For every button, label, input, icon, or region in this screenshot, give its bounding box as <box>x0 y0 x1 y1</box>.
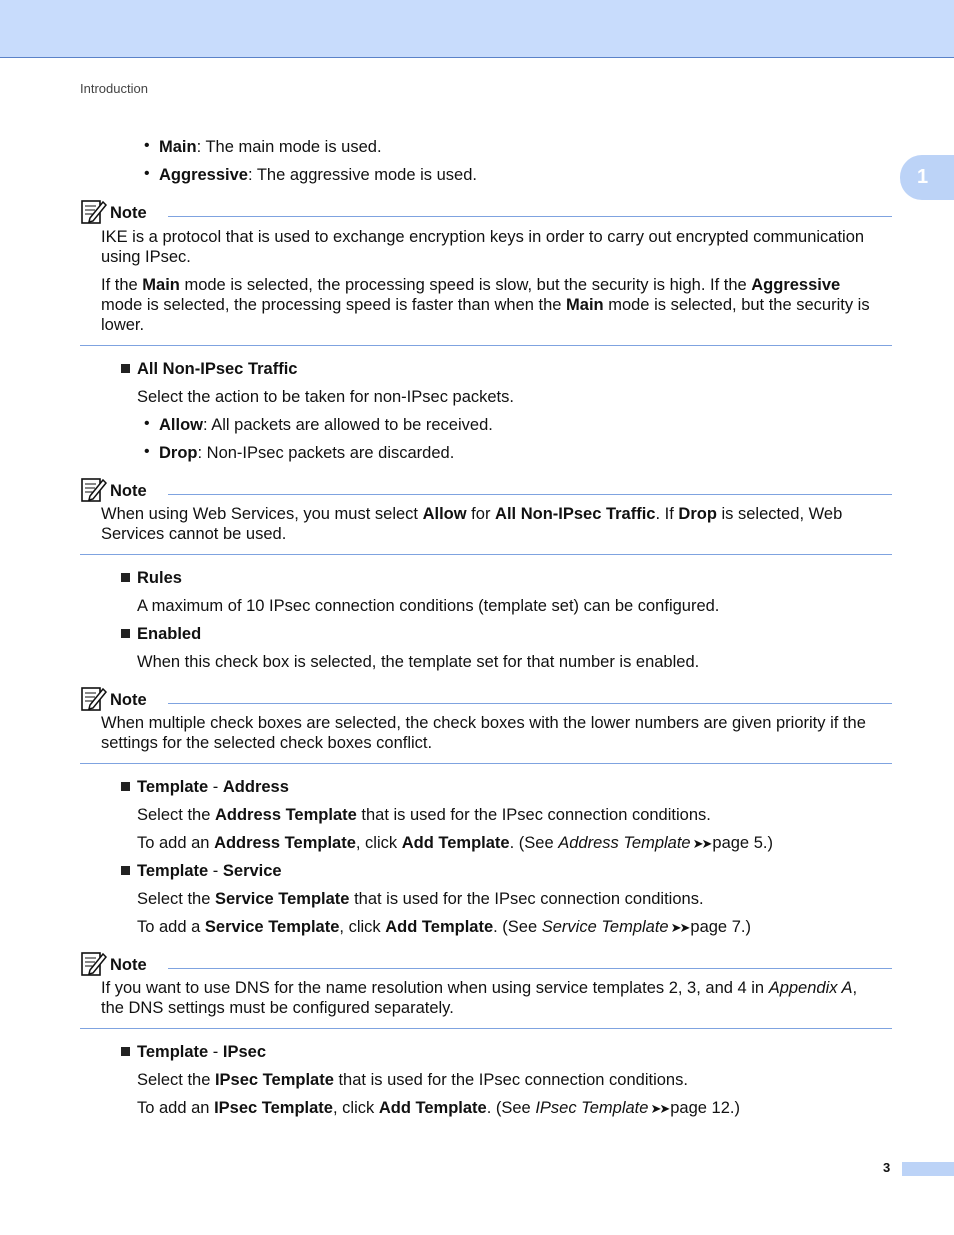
square-bullet-icon <box>121 1047 130 1056</box>
double-arrow-icon: ➤➤ <box>650 1101 669 1116</box>
square-bullet-icon <box>121 782 130 791</box>
section-heading: Template - Address <box>137 778 289 796</box>
section-desc: To add a Service Template, click Add Template. (See Service Template ➤➤ page 7.) <box>137 918 751 936</box>
section-desc: Select the action to be taken for non-IPsec packets. <box>137 388 514 406</box>
note-rule-bottom <box>80 554 892 555</box>
note-text: When multiple check boxes are selected, the check boxes with the lower numbers are given priority if the <box>101 714 866 732</box>
square-bullet-icon <box>121 364 130 373</box>
section-desc: A maximum of 10 IPsec connection conditions (template set) can be configured. <box>137 597 720 615</box>
note-text: mode is selected, the processing speed is faster than when the Main mode is selected, but the security is <box>101 296 870 314</box>
note-rule-bottom <box>80 763 892 764</box>
cross-reference-link[interactable]: Service Template <box>541 918 669 936</box>
note-pencil-icon <box>80 950 107 977</box>
note-pencil-icon <box>80 198 107 225</box>
chapter-number: 1 <box>917 166 929 188</box>
section-desc: Select the Address Template that is used for the IPsec connection conditions. <box>137 806 711 824</box>
note-title: Note <box>110 956 147 974</box>
note-text: When using Web Services, you must select Allow for All Non-IPsec Traffic. If Drop is selected, Web <box>101 505 843 523</box>
note-pencil-icon <box>80 685 107 712</box>
note-rule-bottom <box>80 345 892 346</box>
note-rule-bottom <box>80 1028 892 1029</box>
note-rule-top <box>168 703 892 704</box>
section-desc: When this check box is selected, the template set for that number is enabled. <box>137 653 700 671</box>
double-arrow-icon: ➤➤ <box>670 920 689 935</box>
list-item: Main: The main mode is used. <box>159 138 382 156</box>
note-text: IKE is a protocol that is used to exchange encryption keys in order to carry out encrypted communication <box>101 228 865 246</box>
list-item: Allow: All packets are allowed to be received. <box>159 416 493 434</box>
section-heading: Template - IPsec <box>137 1043 267 1061</box>
square-bullet-icon <box>121 573 130 582</box>
note-pencil-icon <box>80 476 107 503</box>
note-rule-top <box>168 494 892 495</box>
page-number-bar <box>902 1162 954 1176</box>
note-rule-top <box>168 216 892 217</box>
note-title: Note <box>110 482 147 500</box>
note-text: If you want to use DNS for the name resolution when using service templates 2, 3, and 4 in Appendix A, <box>101 979 858 997</box>
bullet-dot: • <box>144 165 150 182</box>
section-desc: To add an Address Template, click Add Template. (See Address Template ➤➤ page 5.) <box>137 834 773 852</box>
cross-reference-link[interactable]: Address Template <box>558 834 691 852</box>
note-title: Note <box>110 204 147 222</box>
bullet-dot: • <box>144 137 150 154</box>
note-text: using IPsec. <box>101 248 191 266</box>
section-heading: Template - Service <box>137 862 282 880</box>
note-text: the DNS settings must be configured separately. <box>101 999 454 1017</box>
header-band <box>0 0 954 58</box>
double-arrow-icon: ➤➤ <box>692 836 711 851</box>
note-rule-top <box>168 968 892 969</box>
cross-reference-link[interactable]: IPsec Template <box>535 1099 649 1117</box>
note-text: lower. <box>101 316 145 334</box>
section-heading: All Non-IPsec Traffic <box>137 360 298 378</box>
section-heading: Enabled <box>137 625 202 643</box>
list-item: Aggressive: The aggressive mode is used. <box>159 166 477 184</box>
list-item: Drop: Non-IPsec packets are discarded. <box>159 444 455 462</box>
square-bullet-icon <box>121 866 130 875</box>
section-label: Introduction <box>80 81 148 96</box>
bullet-dot: • <box>144 415 150 432</box>
section-desc: Select the Service Template that is used for the IPsec connection conditions. <box>137 890 704 908</box>
chapter-tab <box>900 155 954 200</box>
note-text: If the Main mode is selected, the processing speed is slow, but the security is high. If the Aggressive <box>101 276 841 294</box>
page-number: 3 <box>883 1160 891 1175</box>
section-desc: To add an IPsec Template, click Add Template. (See IPsec Template ➤➤ page 12.) <box>137 1099 740 1117</box>
note-text: settings for the selected check boxes conflict. <box>101 734 433 752</box>
section-heading: Rules <box>137 569 182 587</box>
bullet-dot: • <box>144 443 150 460</box>
note-title: Note <box>110 691 147 709</box>
section-desc: Select the IPsec Template that is used for the IPsec connection conditions. <box>137 1071 688 1089</box>
note-text: Services cannot be used. <box>101 525 287 543</box>
square-bullet-icon <box>121 629 130 638</box>
